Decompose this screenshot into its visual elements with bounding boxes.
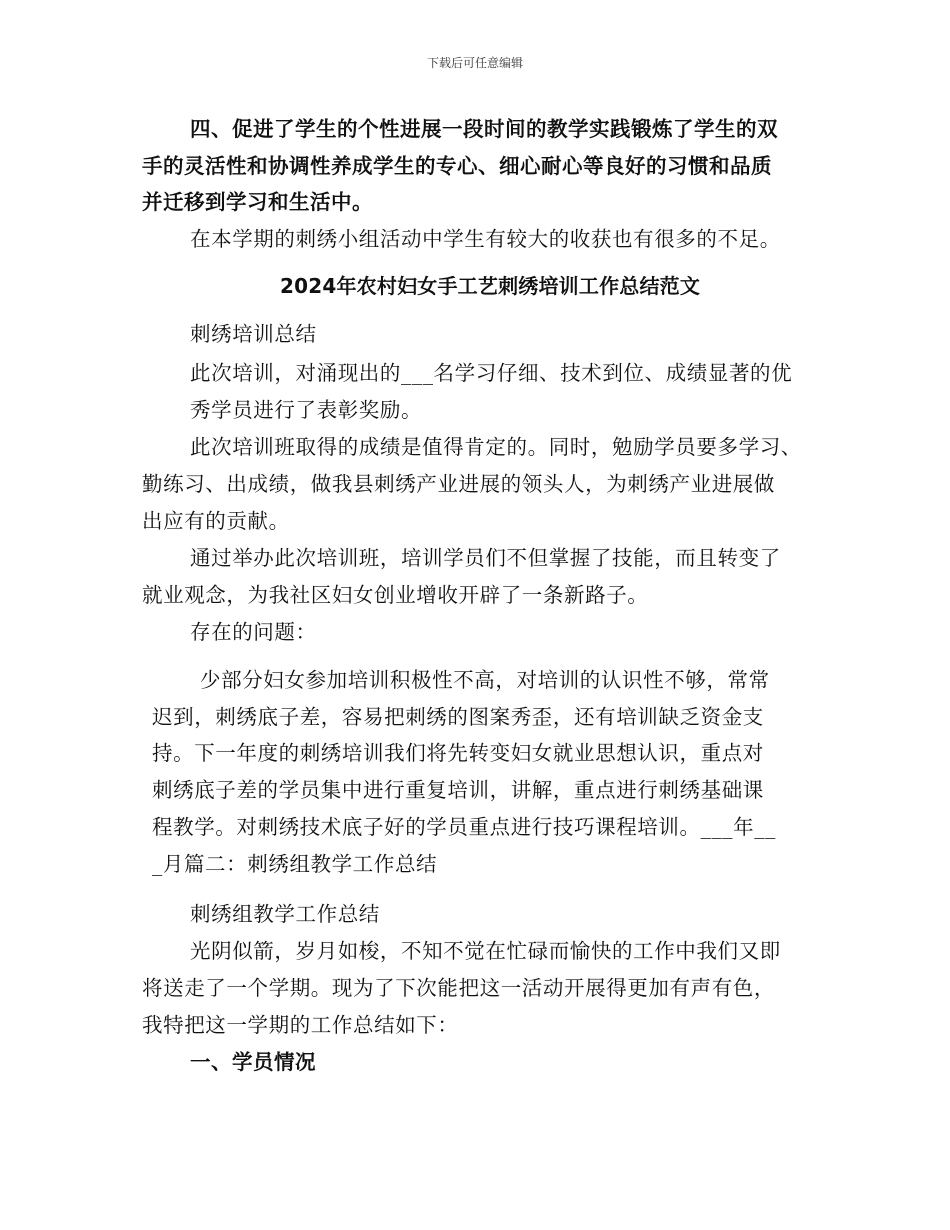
summary-line: 在本学期的刺绣小组活动中学生有较大的收获也有很多的不足。 bbox=[190, 227, 781, 251]
training-para2-line-2: 勤练习、出成绩，做我县刺绣产业进展的领头人，为刺绣产业进展做 bbox=[142, 472, 775, 496]
teaching-para1-line-3: 我特把这一学期的工作总结如下： bbox=[142, 1013, 459, 1037]
problems-line-4: 刺绣底子差的学员集中进行重复培训，讲解，重点进行刺绣基础课 bbox=[152, 778, 764, 802]
problems-line-1: 少部分妇女参加培训积极性不高，对培训的认识性不够，常常 bbox=[200, 668, 770, 692]
section4-line-2: 手的灵活性和协调性养成学生的专心、细心耐心等良好的习惯和品质 bbox=[142, 154, 772, 178]
training-para1-line-1: 此次培训，对涌现出的___名学习仔细、技术到位、成绩显著的优 bbox=[190, 361, 793, 385]
training-heading: 刺绣培训总结 bbox=[190, 322, 317, 346]
training-para1-line-2: 秀学员进行了表彰奖励。 bbox=[190, 398, 423, 422]
problems-line-3: 持。下一年度的刺绣培训我们将先转变妇女就业思想认识，重点对 bbox=[152, 741, 764, 765]
training-para3-line-1: 通过举办此次培训班，培训学员们不但掌握了技能，而且转变了 bbox=[190, 546, 781, 570]
problems-line-2: 迟到，刺绣底子差，容易把刺绣的图案秀歪，还有培训缺乏资金支 bbox=[152, 705, 764, 729]
problems-heading: 存在的问题： bbox=[190, 620, 317, 644]
teaching-heading: 刺绣组教学工作总结 bbox=[190, 902, 380, 926]
teaching-para1-line-1: 光阴似箭，岁月如梭，不知不觉在忙碌而愉快的工作中我们又即 bbox=[190, 939, 781, 963]
teaching-para1-line-2: 将送走了一个学期。现为了下次能把这一活动开展得更加有声有色， bbox=[142, 976, 775, 1000]
section1-heading: 一、学员情况 bbox=[190, 1050, 316, 1074]
article-title: 2024年农村妇女手工艺刺绣培训工作总结范文 bbox=[280, 274, 701, 298]
training-para2-line-1: 此次培训班取得的成绩是值得肯定的。同时，勉励学员要多学习、 bbox=[190, 435, 802, 459]
problems-line-6: _月篇二：刺绣组教学工作总结 bbox=[152, 852, 438, 876]
page-header: 下载后可任意编辑 bbox=[426, 56, 523, 70]
problems-line-5: 程教学。对刺绣技术底子好的学员重点进行技巧课程培训。___年__ bbox=[152, 815, 776, 839]
training-para2-line-3: 出应有的贡献。 bbox=[142, 509, 290, 533]
section4-line-1: 四、促进了学生的个性进展一段时间的教学实践锻炼了学生的双 bbox=[190, 117, 778, 141]
section4-line-3: 并迁移到学习和生活中。 bbox=[142, 190, 373, 214]
training-para3-line-2: 就业观念，为我社区妇女创业增收开辟了一条新路子。 bbox=[142, 583, 649, 607]
